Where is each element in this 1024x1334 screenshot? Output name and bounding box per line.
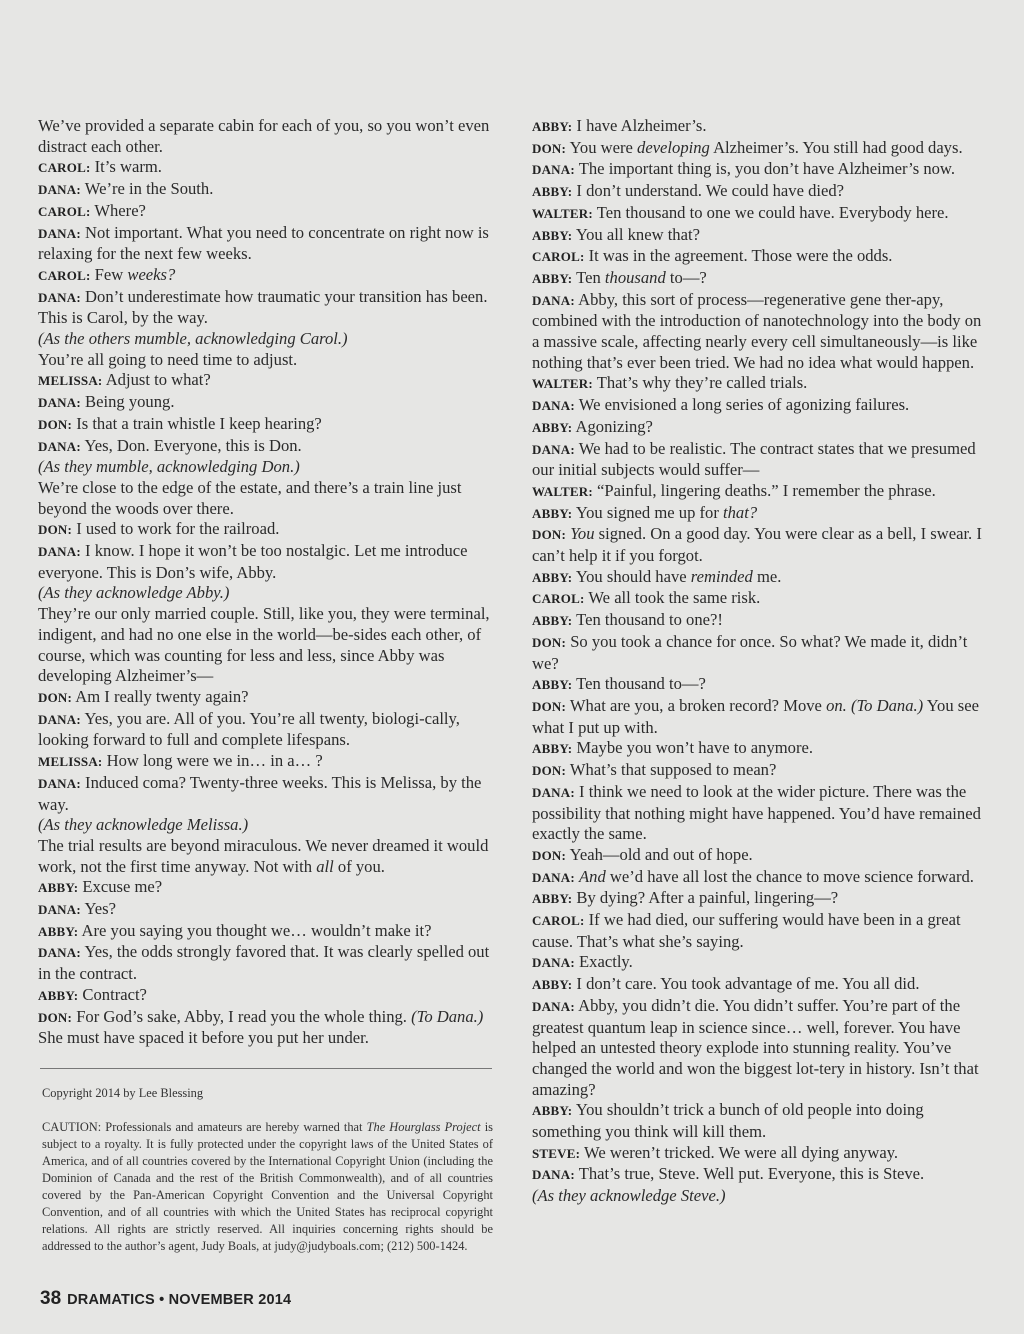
dialogue-line [38, 370, 494, 392]
speaker-name: ABBY: [532, 891, 573, 907]
speaker-name: ABBY: [532, 270, 573, 286]
speaker-name: WALTER: [532, 483, 593, 499]
dialogue-line [38, 541, 494, 583]
dialogue-line [38, 201, 494, 223]
page-footer [40, 1288, 291, 1310]
dialogue-line [532, 524, 984, 566]
line-text-continued: me. [752, 566, 782, 586]
line-text: That’s why they’re called trials. [596, 373, 808, 393]
emphasis-text: And [579, 866, 606, 886]
stage-direction-text: (As they acknowledge Abby.) [38, 583, 230, 603]
line-text: You signed me up for [575, 502, 724, 522]
dialogue-line [38, 751, 494, 773]
dialogue-line [532, 503, 984, 525]
line-text: For God’s sake, Abby, I read you the whole thing. [76, 1006, 412, 1026]
line-text: It was in the agreement. Those were the odds. [588, 246, 893, 266]
line-text-continued: to—? [665, 267, 707, 287]
line-text: We had to be realistic. The contract states that we presumed our initial subjects would suffer— [532, 438, 976, 480]
play-title: The Hourglass Project [366, 1120, 481, 1134]
speaker-name: DANA: [38, 225, 81, 241]
speaker-name: ABBY: [532, 227, 573, 243]
dialogue-line [532, 674, 984, 696]
speaker-name: DANA: [532, 441, 575, 457]
speaker-name: DANA: [38, 902, 81, 918]
speaker-name: ABBY: [532, 184, 573, 200]
dialogue-line [532, 159, 984, 181]
line-text: You’re all going to need time to adjust. [38, 349, 298, 369]
speaker-name: DANA: [532, 162, 575, 178]
dialogue-line [38, 877, 494, 899]
line-text: Don’t underestimate how traumatic your transition has been. This is Carol, by the way. [38, 286, 488, 328]
dialogue-line [38, 687, 494, 709]
dialogue-line [532, 481, 984, 503]
stage-direction-text: (As they acknowledge Melissa.) [38, 815, 249, 835]
footnote-divider [40, 1068, 492, 1069]
stage-direction [38, 583, 494, 604]
line-text-continued: signed. On a good day. You were clear as a bell, I swear. I can’t help it if you forgot. [532, 524, 982, 566]
dialogue-line [38, 287, 494, 329]
line-text-continued: of you. [333, 856, 385, 876]
stage-direction-text: (As they acknowledge Steve.) [532, 1186, 726, 1206]
line-text: Excuse me? [82, 877, 163, 897]
line-text: You were [569, 137, 638, 157]
dialogue-line [532, 290, 984, 374]
speaker-name: DANA: [532, 784, 575, 800]
page-number: 38 [40, 1288, 62, 1309]
speaker-name: DANA: [532, 998, 575, 1014]
line-text: By dying? After a painful, lingering—? [576, 888, 839, 908]
speaker-name: ABBY: [532, 613, 573, 629]
dialogue-line [532, 888, 984, 910]
line-text: Abby, this sort of process—regenerative gene ther-apy, combined with the introduction of nanotechnology into the body on a massive scale, affecting nearly every cell simultaneously—is like nothing that’s ever been tried. We had no idea what would happen. [532, 289, 982, 372]
line-text: That’s true, Steve. Well put. Everyone, this is Steve. [578, 1164, 925, 1184]
right-column [532, 116, 984, 1207]
copyright-line: Copyright 2014 by Lee Blessing [42, 1086, 204, 1100]
dialogue-line [532, 974, 984, 996]
dialogue-line [532, 395, 984, 417]
dialogue-line [532, 1164, 984, 1186]
dialogue-line [38, 392, 494, 414]
caution-text-before: CAUTION: Professionals and amateurs are hereby warned that [42, 1120, 367, 1134]
dialogue-line [532, 439, 984, 481]
line-text: Ten thousand to one we could have. Everybody here. [596, 202, 949, 222]
publication-line: DRAMATICS • NOVEMBER 2014 [67, 1292, 292, 1308]
speaker-name: MELISSA: [38, 373, 103, 389]
line-text: Exactly. [579, 952, 633, 972]
left-column [38, 116, 494, 1049]
line-text: Where? [94, 200, 146, 220]
dialogue-line [532, 138, 984, 160]
emphasis-text: You [570, 524, 595, 544]
dialogue-line [38, 985, 494, 1007]
speaker-name: ABBY: [38, 880, 79, 896]
speaker-name: DON: [38, 522, 73, 538]
dialogue-line [532, 910, 984, 952]
speaker-name: DON: [38, 1009, 73, 1025]
line-text: We all took the same risk. [588, 588, 761, 608]
speaker-name: WALTER: [532, 376, 593, 392]
speaker-name: DANA: [38, 182, 81, 198]
speaker-name: MELISSA: [38, 754, 103, 770]
dialogue-line [532, 1143, 984, 1165]
dialogue-line [532, 181, 984, 203]
line-text: We weren’t tricked. We were all dying anyway. [584, 1142, 899, 1162]
dialogue-line [38, 519, 494, 541]
line-text: Abby, you didn’t die. You didn’t suffer. You’re part of the greatest quantum leap in science since… well, forever. You have helped an untested theory explode into stunning reality. You’ve changed the world and won the biggest lot-tery in history. Isn’t that amazing? [532, 995, 979, 1099]
speaker-name: ABBY: [532, 741, 573, 757]
stage-direction-text: (As the others mumble, acknowledging Carol.) [38, 329, 348, 349]
speaker-name: DANA: [532, 955, 575, 971]
line-text: Being young. [85, 392, 175, 412]
speaker-name: STEVE: [532, 1145, 581, 1161]
line-text: Yeah—old and out of hope. [569, 844, 753, 864]
line-text: We’re in the South. [84, 179, 214, 199]
line-text: It’s warm. [94, 157, 162, 177]
emphasis-text: that? [723, 502, 758, 522]
speaker-name: DON: [38, 689, 73, 705]
emphasis-text: reminded [690, 566, 753, 586]
speaker-name: DON: [532, 634, 567, 650]
speaker-name: ABBY: [38, 987, 79, 1003]
line-text: The trial results are beyond miraculous. We never dreamed it would work, not the first time anyway. Not with [38, 835, 489, 876]
speaker-name: DANA: [38, 945, 81, 961]
dialogue-line [532, 696, 984, 738]
line-text: I know. I hope it won’t be too nostalgic. Let me introduce everyone. This is Don’s wife, Abby. [38, 541, 468, 582]
stage-direction [38, 329, 494, 350]
speaker-name: ABBY: [532, 119, 573, 134]
speaker-name: DANA: [38, 395, 81, 411]
dialogue-line [38, 478, 494, 519]
speaker-name: CAROL: [532, 591, 585, 607]
dialogue-line [532, 867, 984, 889]
speaker-name: ABBY: [532, 419, 573, 435]
line-text: I have Alzheimer’s. [576, 116, 707, 135]
line-text: You shouldn’t trick a bunch of old people into doing something you think will kill them. [532, 1100, 924, 1142]
line-text: Maybe you won’t have to anymore. [576, 738, 813, 758]
emphasis-text: (To Dana.) [411, 1006, 484, 1026]
line-text: Not important. What you need to concentrate on right now is relaxing for the next few weeks. [38, 222, 489, 264]
line-text-continued: You see what I put up with. [532, 695, 979, 737]
dialogue-line [532, 588, 984, 610]
line-text: Yes, Don. Everyone, this is Don. [84, 435, 302, 455]
line-text: The important thing is, you don’t have Alzheimer’s now. [578, 159, 955, 179]
line-text: How long were we in… in a… ? [106, 751, 323, 771]
emphasis-text: weeks? [127, 264, 176, 284]
line-text: I don’t care. You took advantage of me. You all did. [576, 974, 920, 994]
line-text: Am I really twenty again? [75, 686, 249, 706]
line-text-continued: we’d have all lost the chance to move science forward. [605, 866, 974, 886]
dialogue-line [532, 225, 984, 247]
line-text: “Painful, lingering deaths.” I remember the phrase. [597, 480, 936, 500]
line-text: We envisioned a long series of agonizing failures. [578, 395, 910, 415]
speaker-name: DANA: [38, 438, 81, 454]
dialogue-line [532, 417, 984, 439]
caution-text-after: is subject to a royalty. It is fully protected under the copyright laws of the United States of America, and of all countries covered by the International Copyright Union (including the Dominion of Canada and the rest of the British Commonwealth), and of all countries covered by the Pan-American Copyright Convention and the Universal Copyright Convention, and of all countries with which the United States has reciprocal copyright relations. All rights are strictly reserved. All inquiries concerning rights should be addressed to the author’s agent, Judy Boals, at judy@judyboals.com; (212) 500-1424. [42, 1120, 493, 1253]
line-text: Are you saying you thought we… wouldn’t make it? [81, 920, 432, 940]
speaker-name: CAROL: [38, 160, 91, 176]
stage-direction [532, 1186, 984, 1207]
dialogue-line [532, 738, 984, 760]
dialogue-line [532, 632, 984, 674]
stage-direction [38, 815, 494, 836]
speaker-name: ABBY: [532, 569, 573, 585]
line-text-continued: Alzheimer’s. You still had good days. [709, 137, 963, 157]
dialogue-line [532, 845, 984, 867]
dialogue-line [532, 268, 984, 290]
speaker-name: DON: [532, 140, 567, 156]
dialogue-line [38, 436, 494, 458]
speaker-name: WALTER: [532, 205, 593, 221]
line-text: We’re close to the edge of the estate, and there’s a train line just beyond the woods over there. [38, 477, 462, 518]
speaker-name: ABBY: [532, 505, 573, 521]
line-text: Is that a train whistle I keep hearing? [76, 413, 322, 433]
dialogue-line [38, 414, 494, 436]
line-text: What’s that supposed to mean? [569, 760, 777, 780]
line-text: You should have [575, 566, 691, 586]
dialogue-line [532, 952, 984, 974]
speaker-name: DANA: [532, 869, 575, 885]
speaker-name: ABBY: [532, 677, 573, 693]
dialogue-line [38, 179, 494, 201]
dialogue-line [38, 604, 494, 687]
dialogue-line [532, 246, 984, 268]
speaker-name: DANA: [532, 292, 575, 308]
speaker-name: ABBY: [532, 1103, 573, 1119]
speaker-name: DON: [38, 416, 73, 432]
line-text: If we had died, our suffering would have been in a great cause. That’s what she’s saying. [532, 910, 961, 951]
speaker-name: CAROL: [532, 913, 585, 929]
dialogue-line [532, 373, 984, 395]
speaker-name: DON: [532, 763, 567, 779]
dialogue-line [38, 1007, 494, 1049]
dialogue-line [38, 265, 494, 287]
line-text: Agonizing? [575, 416, 653, 436]
line-text: Yes, you are. All of you. You’re all twenty, biologi-cally, looking forward to full and complete lifespans. [38, 708, 460, 750]
speaker-name: CAROL: [38, 203, 91, 219]
speaker-name: DANA: [38, 544, 81, 560]
speaker-name: DON: [532, 527, 567, 543]
dialogue-line [532, 1100, 984, 1142]
speaker-name: DANA: [38, 711, 81, 727]
line-text: Yes? [84, 899, 116, 919]
dialogue-line [532, 567, 984, 589]
caution-notice [42, 1119, 493, 1255]
emphasis-text: thousand [604, 267, 666, 287]
emphasis-text: developing [637, 137, 710, 157]
dialogue-line [532, 203, 984, 225]
emphasis-text: all [316, 856, 334, 876]
line-text: What are you, a broken record? Move [569, 695, 827, 715]
stage-direction-text: (As they mumble, acknowledging Don.) [38, 457, 300, 477]
line-text-continued: She must have spaced it before you put her under. [38, 1028, 369, 1048]
dialogue-line [532, 116, 984, 138]
line-text: We’ve provided a separate cabin for each of you, so you won’t even distract each other. [38, 116, 490, 156]
line-text: So you took a chance for once. So what? We made it, didn’t we? [532, 631, 968, 673]
speaker-name: DANA: [532, 398, 575, 414]
dialogue-line [38, 157, 494, 179]
speaker-name: DON: [532, 698, 567, 714]
line-text: Induced coma? Twenty-three weeks. This is Melissa, by the way. [38, 772, 482, 814]
stage-direction [38, 457, 494, 478]
dialogue-line [38, 116, 494, 157]
speaker-name: CAROL: [38, 267, 91, 283]
dialogue-line [38, 223, 494, 265]
dialogue-line [38, 773, 494, 815]
speaker-name: DANA: [38, 289, 81, 305]
dialogue-line [38, 921, 494, 943]
line-text: Ten thousand to—? [576, 674, 706, 694]
dialogue-line [532, 782, 984, 845]
dialogue-line [38, 899, 494, 921]
dialogue-line [532, 996, 984, 1101]
line-text: I used to work for the railroad. [76, 519, 280, 539]
dialogue-line [38, 942, 494, 984]
line-text: I think we need to look at the wider picture. There was the possibility that nothing might have happened. You’d have remained exactly the same. [532, 781, 981, 844]
line-text: Adjust to what? [105, 370, 211, 390]
emphasis-text: on. (To Dana.) [826, 695, 924, 715]
line-text: Few [94, 264, 128, 284]
line-text: Ten thousand to one?! [576, 610, 723, 630]
line-text: You all knew that? [575, 224, 700, 244]
line-text: Contract? [82, 984, 147, 1004]
line-text: They’re our only married couple. Still, like you, they were terminal, indigent, and had no one else in the world—be-sides each other, of course, which was counting for less and less, since Abby was developing Alzheimer’s— [38, 604, 490, 686]
dialogue-line [38, 836, 494, 877]
line-text: Ten [576, 267, 605, 287]
line-text: I don’t understand. We could have died? [576, 181, 845, 201]
speaker-name: DON: [532, 847, 567, 863]
speaker-name: DANA: [532, 1167, 575, 1183]
dialogue-line [38, 709, 494, 751]
dialogue-line [532, 760, 984, 782]
dialogue-line [38, 350, 494, 371]
speaker-name: ABBY: [532, 977, 573, 993]
speaker-name: DANA: [38, 775, 81, 791]
speaker-name: ABBY: [38, 923, 79, 939]
speaker-name: CAROL: [532, 249, 585, 265]
dialogue-line [532, 610, 984, 632]
line-text: Yes, the odds strongly favored that. It was clearly spelled out in the contract. [38, 942, 490, 984]
